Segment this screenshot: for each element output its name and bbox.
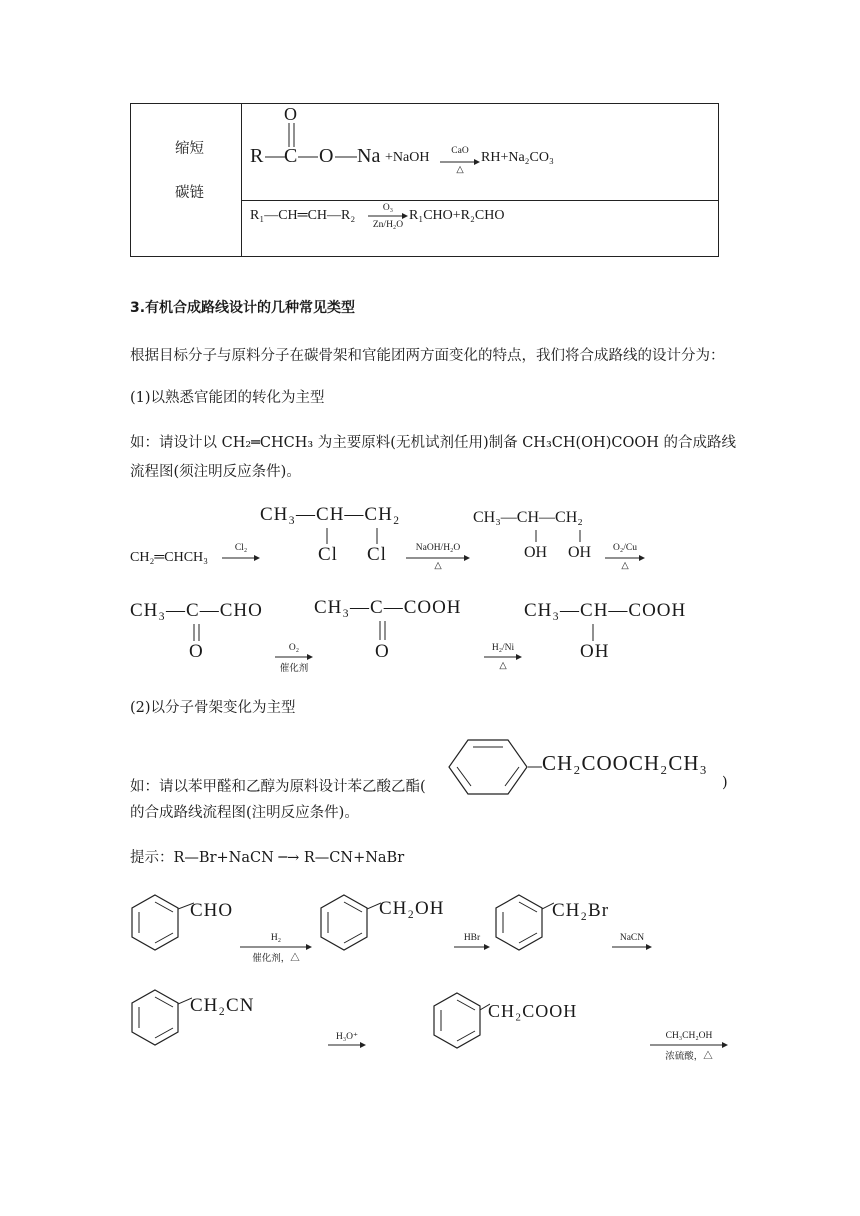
bond-line (298, 156, 318, 159)
condition-o3: O₃ (382, 203, 394, 213)
bromomethyl-group: CH₂Br (552, 900, 610, 921)
condition-heat: △ (621, 561, 629, 571)
row-label-carbon-chain: 碳链 (175, 185, 204, 201)
carbonyl-oxygen: O (189, 641, 204, 662)
substituent-bond (590, 624, 596, 642)
ethyl-phenylacetate-chain: CH₂COOCH₂CH₃ (542, 751, 708, 775)
table-row-label-cell (131, 104, 242, 257)
benzene-ring-icon (130, 988, 180, 1048)
bond-line (335, 156, 357, 159)
condition-h3o-plus: H₃O⁺ (335, 1032, 359, 1042)
carbonyl-oxygen: O (284, 104, 297, 124)
aldehyde-products: R₁CHO+R₂CHO (409, 208, 505, 223)
benzene-ring-icon (130, 893, 180, 953)
sodium-atom: Na (357, 145, 381, 167)
condition-h2: H₂ (270, 933, 282, 943)
carboxymethyl-group: CH₂COOH (488, 1001, 578, 1021)
double-bond-lines (377, 621, 389, 641)
condition-catalyst: 催化剂 (279, 664, 309, 674)
condition-o2-cu: O₂/Cu (613, 543, 637, 553)
naoh-reagent: +NaOH (385, 150, 430, 165)
condition-heat: △ (434, 561, 442, 571)
chloro-substituent: Cl (318, 544, 338, 565)
double-bond-lines (191, 624, 203, 642)
question1-line2: 流程图(须注明反应条件)。 (130, 464, 301, 480)
reaction-arrow (328, 1042, 366, 1048)
condition-zn-h2o: Zn/H₂O (372, 220, 404, 230)
hint-text: 提示：R—Br+NaCN ─→ R—CN+NaBr (130, 850, 405, 866)
bond-line (265, 156, 285, 159)
condition-ethanol: CH₃CH₂OH (665, 1031, 713, 1041)
question2-line1: 如：请以苯甲醛和乙醇为原料设计苯乙酸乙酯( (130, 779, 426, 795)
pyruvaldehyde-chain: CH₃—C—CHO (130, 600, 263, 621)
benzene-ring-icon (447, 738, 529, 796)
lactic-acid-chain: CH₃—CH—COOH (524, 600, 687, 621)
type1-heading: (1)以熟悉官能团的转化为主型 (130, 390, 325, 406)
hydroxymethyl-group: CH₂OH (379, 898, 445, 919)
condition-hbr: HBr (463, 933, 481, 943)
row-label-shorten: 缩短 (175, 141, 204, 157)
cyanomethyl-group: CH₂CN (190, 995, 255, 1016)
condition-catalyst-heat: 催化剂，△ (252, 954, 300, 964)
products-rh-na2co3: RH+Na₂CO₃ (481, 150, 554, 165)
reaction-arrow (222, 555, 260, 561)
condition-cl2: Cl₂ (234, 543, 248, 553)
reaction-arrow (612, 944, 652, 950)
condition-heat: △ (456, 165, 464, 175)
r-group: R (250, 145, 264, 167)
condition-o2: O₂ (288, 643, 300, 653)
propanediol-chain: CH₃—CH—CH₂ (473, 509, 583, 526)
pyruvic-acid-chain: CH₃—C—COOH (314, 597, 462, 618)
benzene-ring-icon (432, 991, 482, 1051)
condition-nacn: NaCN (619, 933, 645, 943)
intro-paragraph: 根据目标分子与原料分子在碳骨架和官能团两方面变化的特点，我们将合成路线的设计分为： (130, 348, 725, 364)
carbonyl-oxygen: O (375, 641, 390, 662)
reaction-arrow (368, 213, 408, 219)
reaction-table (130, 103, 719, 257)
question2-line2: 的合成路线流程图(注明反应条件)。 (130, 805, 359, 821)
condition-cao: CaO (451, 146, 469, 156)
carbon-atom: C (284, 145, 298, 167)
aldehyde-group: CHO (190, 900, 234, 921)
double-bond-lines (286, 123, 298, 147)
hydroxyl-substituent: OH (568, 544, 592, 561)
bond-line (528, 765, 542, 769)
type2-heading: (2)以分子骨架变化为主型 (130, 700, 296, 716)
condition-h2-ni: H₂/Ni (491, 643, 515, 653)
closing-paren: ) (722, 775, 728, 791)
benzene-ring-icon (494, 893, 544, 953)
hydroxyl-substituent: OH (524, 544, 548, 561)
benzene-ring-icon (319, 893, 369, 953)
condition-heat: △ (499, 661, 507, 671)
alkene-reactant: R₁—CH═CH—R₂ (250, 208, 356, 223)
substituent-bonds (530, 530, 590, 544)
table-cell-decarboxylation (242, 104, 719, 201)
hydroxyl-substituent: OH (580, 641, 610, 662)
ester-oxygen: O (319, 145, 334, 167)
chloro-substituent: Cl (367, 544, 387, 565)
propene-start: CH₂═CHCH₃ (130, 550, 209, 565)
section-heading: 3.有机合成路线设计的几种常见类型 (130, 300, 356, 316)
condition-naoh-h2o: NaOH/H₂O (415, 543, 461, 553)
condition-conc-h2so4-heat: 浓硫酸，△ (665, 1052, 713, 1062)
dichloropropane-chain: CH₃—CH—CH₂ (260, 504, 401, 525)
question1-line1: 如：请设计以 CH₂═CHCH₃ 为主要原料(无机试剂任用)制备 CH₃CH(OH)COOH 的合成路线 (130, 435, 736, 451)
reaction-arrow (454, 944, 490, 950)
